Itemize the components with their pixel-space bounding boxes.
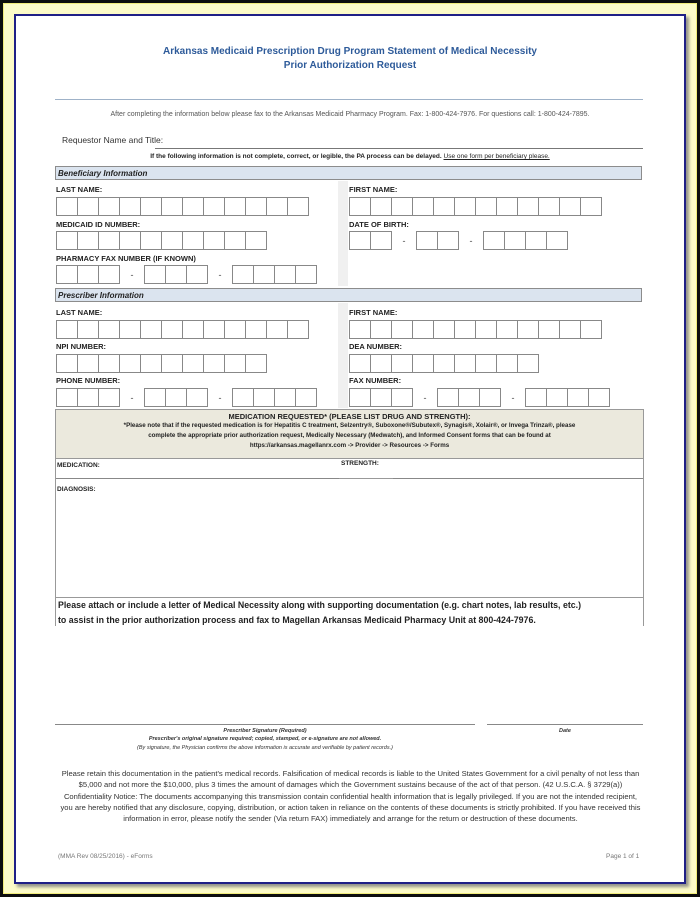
char-box[interactable]	[119, 320, 141, 339]
dash-separator: -	[218, 269, 222, 280]
char-box[interactable]	[98, 320, 120, 339]
char-box[interactable]	[454, 197, 476, 216]
char-box[interactable]	[161, 231, 183, 250]
char-box[interactable]	[454, 354, 476, 373]
char-box[interactable]	[56, 265, 78, 284]
char-box[interactable]	[98, 231, 120, 250]
medication-input[interactable]	[56, 478, 339, 479]
dob-label: DATE OF BIRTH:	[349, 220, 409, 229]
char-box[interactable]	[232, 388, 254, 407]
medicaid-id-boxes[interactable]	[56, 231, 266, 250]
prescriber-last-name-boxes[interactable]	[56, 320, 308, 339]
char-box[interactable]	[224, 231, 246, 250]
char-box[interactable]	[165, 265, 187, 284]
medication-header-block	[56, 410, 643, 459]
char-box[interactable]	[412, 354, 434, 373]
char-box[interactable]	[140, 231, 162, 250]
char-box[interactable]	[517, 354, 539, 373]
beneficiary-first-name-label: FIRST NAME:	[349, 185, 398, 194]
revision-footer: (MMA Rev 08/25/2016) - eForms	[58, 853, 153, 860]
beneficiary-last-name-boxes[interactable]	[56, 197, 308, 216]
attach-notice-line2: to assist in the prior authorization process and fax to Magellan Arkansas Medicaid Pharmacy Unit at 800-424-7976.	[58, 615, 536, 625]
char-box[interactable]	[525, 388, 547, 407]
char-box[interactable]	[496, 197, 518, 216]
char-box[interactable]	[349, 354, 371, 373]
char-box[interactable]	[475, 197, 497, 216]
medication-note-line2: complete the appropriate prior authorization request, Medically Necessary (Medwatch), and Informed Consent forms that can be found at	[148, 432, 551, 439]
char-box[interactable]	[245, 354, 267, 373]
char-box[interactable]	[475, 354, 497, 373]
char-box[interactable]	[98, 265, 120, 284]
char-box[interactable]	[391, 388, 413, 407]
char-box[interactable]	[559, 197, 581, 216]
column-divider	[338, 181, 348, 286]
char-box[interactable]	[370, 354, 392, 373]
npi-label: NPI NUMBER:	[56, 342, 106, 351]
prescriber-first-name-boxes[interactable]	[349, 320, 601, 339]
page-number: Page 1 of 1	[606, 853, 640, 860]
char-box[interactable]	[224, 320, 246, 339]
char-box[interactable]	[525, 231, 547, 250]
char-box[interactable]	[475, 320, 497, 339]
char-box[interactable]	[496, 354, 518, 373]
char-box[interactable]	[287, 320, 309, 339]
char-box[interactable]	[56, 197, 78, 216]
char-box[interactable]	[412, 197, 434, 216]
char-box[interactable]	[349, 231, 371, 250]
dea-label: DEA NUMBER:	[349, 342, 403, 351]
char-box[interactable]	[161, 354, 183, 373]
char-box[interactable]	[349, 388, 371, 407]
dea-boxes[interactable]	[349, 354, 538, 373]
char-box[interactable]	[504, 231, 526, 250]
medication-label: MEDICATION:	[57, 462, 100, 469]
form-title: Arkansas Medicaid Prescription Drug Program Statement of Medical Necessity	[162, 46, 537, 57]
notice-bold-text: If the following information is not complete, correct, or legible, the PA process can be delayed.	[150, 153, 442, 160]
char-box[interactable]	[496, 320, 518, 339]
char-box[interactable]	[182, 231, 204, 250]
beneficiary-last-name-label: LAST NAME:	[56, 185, 103, 194]
diagnosis-label: DIAGNOSIS:	[57, 486, 96, 493]
strength-input[interactable]	[393, 478, 643, 479]
pharmacy-fax-label: PHARMACY FAX NUMBER (IF KNOWN)	[56, 254, 196, 263]
char-box[interactable]	[245, 231, 267, 250]
char-box[interactable]	[538, 320, 560, 339]
char-box[interactable]	[416, 231, 438, 250]
char-box[interactable]	[182, 354, 204, 373]
char-box[interactable]	[274, 388, 296, 407]
char-box[interactable]	[98, 388, 120, 407]
strength-label: STRENGTH:	[341, 460, 379, 467]
column-divider	[338, 303, 348, 408]
char-box[interactable]	[77, 197, 99, 216]
char-box[interactable]	[266, 197, 288, 216]
form-subtitle: Prior Authorization Request	[283, 60, 417, 71]
char-box[interactable]	[245, 320, 267, 339]
char-box[interactable]	[580, 197, 602, 216]
char-box[interactable]	[433, 354, 455, 373]
phone-boxes[interactable]	[56, 388, 316, 407]
char-box[interactable]	[253, 265, 275, 284]
diagnosis-textarea[interactable]	[56, 496, 642, 596]
char-box[interactable]	[98, 354, 120, 373]
char-box[interactable]	[77, 354, 99, 373]
char-box[interactable]	[161, 197, 183, 216]
dash-separator: -	[130, 269, 134, 280]
char-box[interactable]	[412, 320, 434, 339]
char-box[interactable]	[56, 320, 78, 339]
title-divider	[55, 99, 643, 100]
char-box[interactable]	[588, 388, 610, 407]
fax-boxes[interactable]	[349, 388, 609, 407]
signature-label: Prescriber Signature (Required)	[223, 728, 307, 734]
beneficiary-first-name-boxes[interactable]	[349, 197, 601, 216]
medication-note-line1: *Please note that if the requested medication is for Hepatitis C treatment, Selzentry®, Suboxone®/Subutex®, Synagis®, Xolair®, or Invega Trinza®, please	[123, 422, 576, 429]
dash-separator: -	[423, 392, 427, 403]
pharmacy-fax-boxes[interactable]	[56, 265, 316, 284]
char-box[interactable]	[182, 320, 204, 339]
char-box[interactable]	[203, 197, 225, 216]
char-box[interactable]	[232, 265, 254, 284]
char-box[interactable]	[433, 197, 455, 216]
prescriber-signature-field[interactable]	[55, 724, 475, 725]
char-box[interactable]	[567, 388, 589, 407]
char-box[interactable]	[224, 354, 246, 373]
char-box[interactable]	[370, 231, 392, 250]
char-box[interactable]	[391, 320, 413, 339]
char-box[interactable]	[580, 320, 602, 339]
char-box[interactable]	[98, 197, 120, 216]
diagnosis-bottom-border	[55, 597, 644, 598]
medication-header: MEDICATION REQUESTED* (PLEASE LIST DRUG AND STRENGTH):	[228, 412, 471, 421]
char-box[interactable]	[295, 265, 317, 284]
date-label: Date	[559, 728, 571, 734]
prescriber-first-name-label: FIRST NAME:	[349, 308, 398, 317]
requestor-name-field[interactable]	[155, 148, 643, 149]
signature-confirmation: (By signature, the Physician confirms the above information is accurate and verifiable by patient records.)	[137, 745, 393, 751]
char-box[interactable]	[144, 388, 166, 407]
legal-notice: Please retain this documentation in the patient's medical records. Falsification of medical records is liable to the United States Government for a civil penalty of not less than $5,000 and not more the $10,000, plus 3 times the amount of damages which the Government sustains because of the act of that person. (42 U.S.C.A. § 3729(a)) Confidentiality Notice: The documents accompanying this transmission contain confidential health information that is legally privileged. If you are not the intended recipient, you are hereby notified that any disclosure, copying, distribution, or action taken in reliance on the contents of these documents is strictly prohibited. If you have received this information in error, please notify the sender (Via return FAX) immediately and arrange for the return or destruction of these documents.	[60, 769, 641, 824]
char-box[interactable]	[287, 197, 309, 216]
fax-instructions: After completing the information below please fax to the Arkansas Medicaid Pharmacy Program. Fax: 1-800-424-7976. For questions call: 1-800-424-7895.	[110, 111, 590, 118]
char-box[interactable]	[274, 265, 296, 284]
attach-notice-line1: Please attach or include a letter of Medical Necessity along with supporting documentation (e.g. chart notes, lab results, etc.)	[58, 600, 582, 610]
char-box[interactable]	[546, 231, 568, 250]
char-box[interactable]	[140, 354, 162, 373]
char-box[interactable]	[186, 265, 208, 284]
char-box[interactable]	[479, 388, 501, 407]
char-box[interactable]	[266, 320, 288, 339]
char-box[interactable]	[458, 388, 480, 407]
char-box[interactable]	[77, 231, 99, 250]
char-box[interactable]	[370, 388, 392, 407]
char-box[interactable]	[77, 320, 99, 339]
notice-underlined-text: Use one form per beneficiary please.	[443, 153, 550, 160]
char-box[interactable]	[437, 388, 459, 407]
char-box[interactable]	[119, 354, 141, 373]
signature-requirement: Prescriber's original signature required; copied, stamped, or e-signature are not allowed.	[148, 736, 382, 742]
char-box[interactable]	[56, 388, 78, 407]
char-box[interactable]	[517, 320, 539, 339]
char-box[interactable]	[546, 388, 568, 407]
char-box[interactable]	[119, 231, 141, 250]
char-box[interactable]	[483, 231, 505, 250]
char-box[interactable]	[203, 320, 225, 339]
date-field[interactable]	[487, 724, 643, 725]
char-box[interactable]	[56, 231, 78, 250]
char-box[interactable]	[165, 388, 187, 407]
char-box[interactable]	[203, 354, 225, 373]
char-box[interactable]	[77, 388, 99, 407]
fax-label: FAX NUMBER:	[349, 376, 402, 385]
medicaid-id-label: MEDICAID ID NUMBER:	[56, 220, 141, 229]
char-box[interactable]	[203, 231, 225, 250]
char-box[interactable]	[370, 320, 392, 339]
char-box[interactable]	[538, 197, 560, 216]
char-box[interactable]	[253, 388, 275, 407]
char-box[interactable]	[182, 197, 204, 216]
requestor-label: Requestor Name and Title:	[62, 135, 164, 145]
char-box[interactable]	[144, 265, 166, 284]
char-box[interactable]	[349, 320, 371, 339]
char-box[interactable]	[349, 197, 371, 216]
char-box[interactable]	[454, 320, 476, 339]
char-box[interactable]	[391, 354, 413, 373]
phone-label: PHONE NUMBER:	[56, 376, 121, 385]
dob-boxes[interactable]	[349, 231, 567, 250]
char-box[interactable]	[295, 388, 317, 407]
char-box[interactable]	[119, 197, 141, 216]
char-box[interactable]	[433, 320, 455, 339]
prescriber-last-name-label: LAST NAME:	[56, 308, 103, 317]
medication-note-line3: https://arkansas.magellanrx.com -> Provider -> Resources -> Forms	[249, 442, 450, 449]
npi-boxes[interactable]	[56, 354, 266, 373]
char-box[interactable]	[161, 320, 183, 339]
beneficiary-section-header: Beneficiary Information	[55, 166, 642, 180]
char-box[interactable]	[140, 197, 162, 216]
dash-separator: -	[130, 392, 134, 403]
char-box[interactable]	[224, 197, 246, 216]
char-box[interactable]	[77, 265, 99, 284]
char-box[interactable]	[370, 197, 392, 216]
dash-separator: -	[218, 392, 222, 403]
char-box[interactable]	[559, 320, 581, 339]
char-box[interactable]	[437, 231, 459, 250]
dash-separator: -	[511, 392, 515, 403]
completeness-notice	[0, 153, 700, 160]
char-box[interactable]	[245, 197, 267, 216]
char-box[interactable]	[140, 320, 162, 339]
char-box[interactable]	[56, 354, 78, 373]
prescriber-section-header: Prescriber Information	[55, 288, 642, 302]
char-box[interactable]	[517, 197, 539, 216]
char-box[interactable]	[391, 197, 413, 216]
char-box[interactable]	[186, 388, 208, 407]
dash-separator: -	[402, 235, 406, 246]
dash-separator: -	[469, 235, 473, 246]
